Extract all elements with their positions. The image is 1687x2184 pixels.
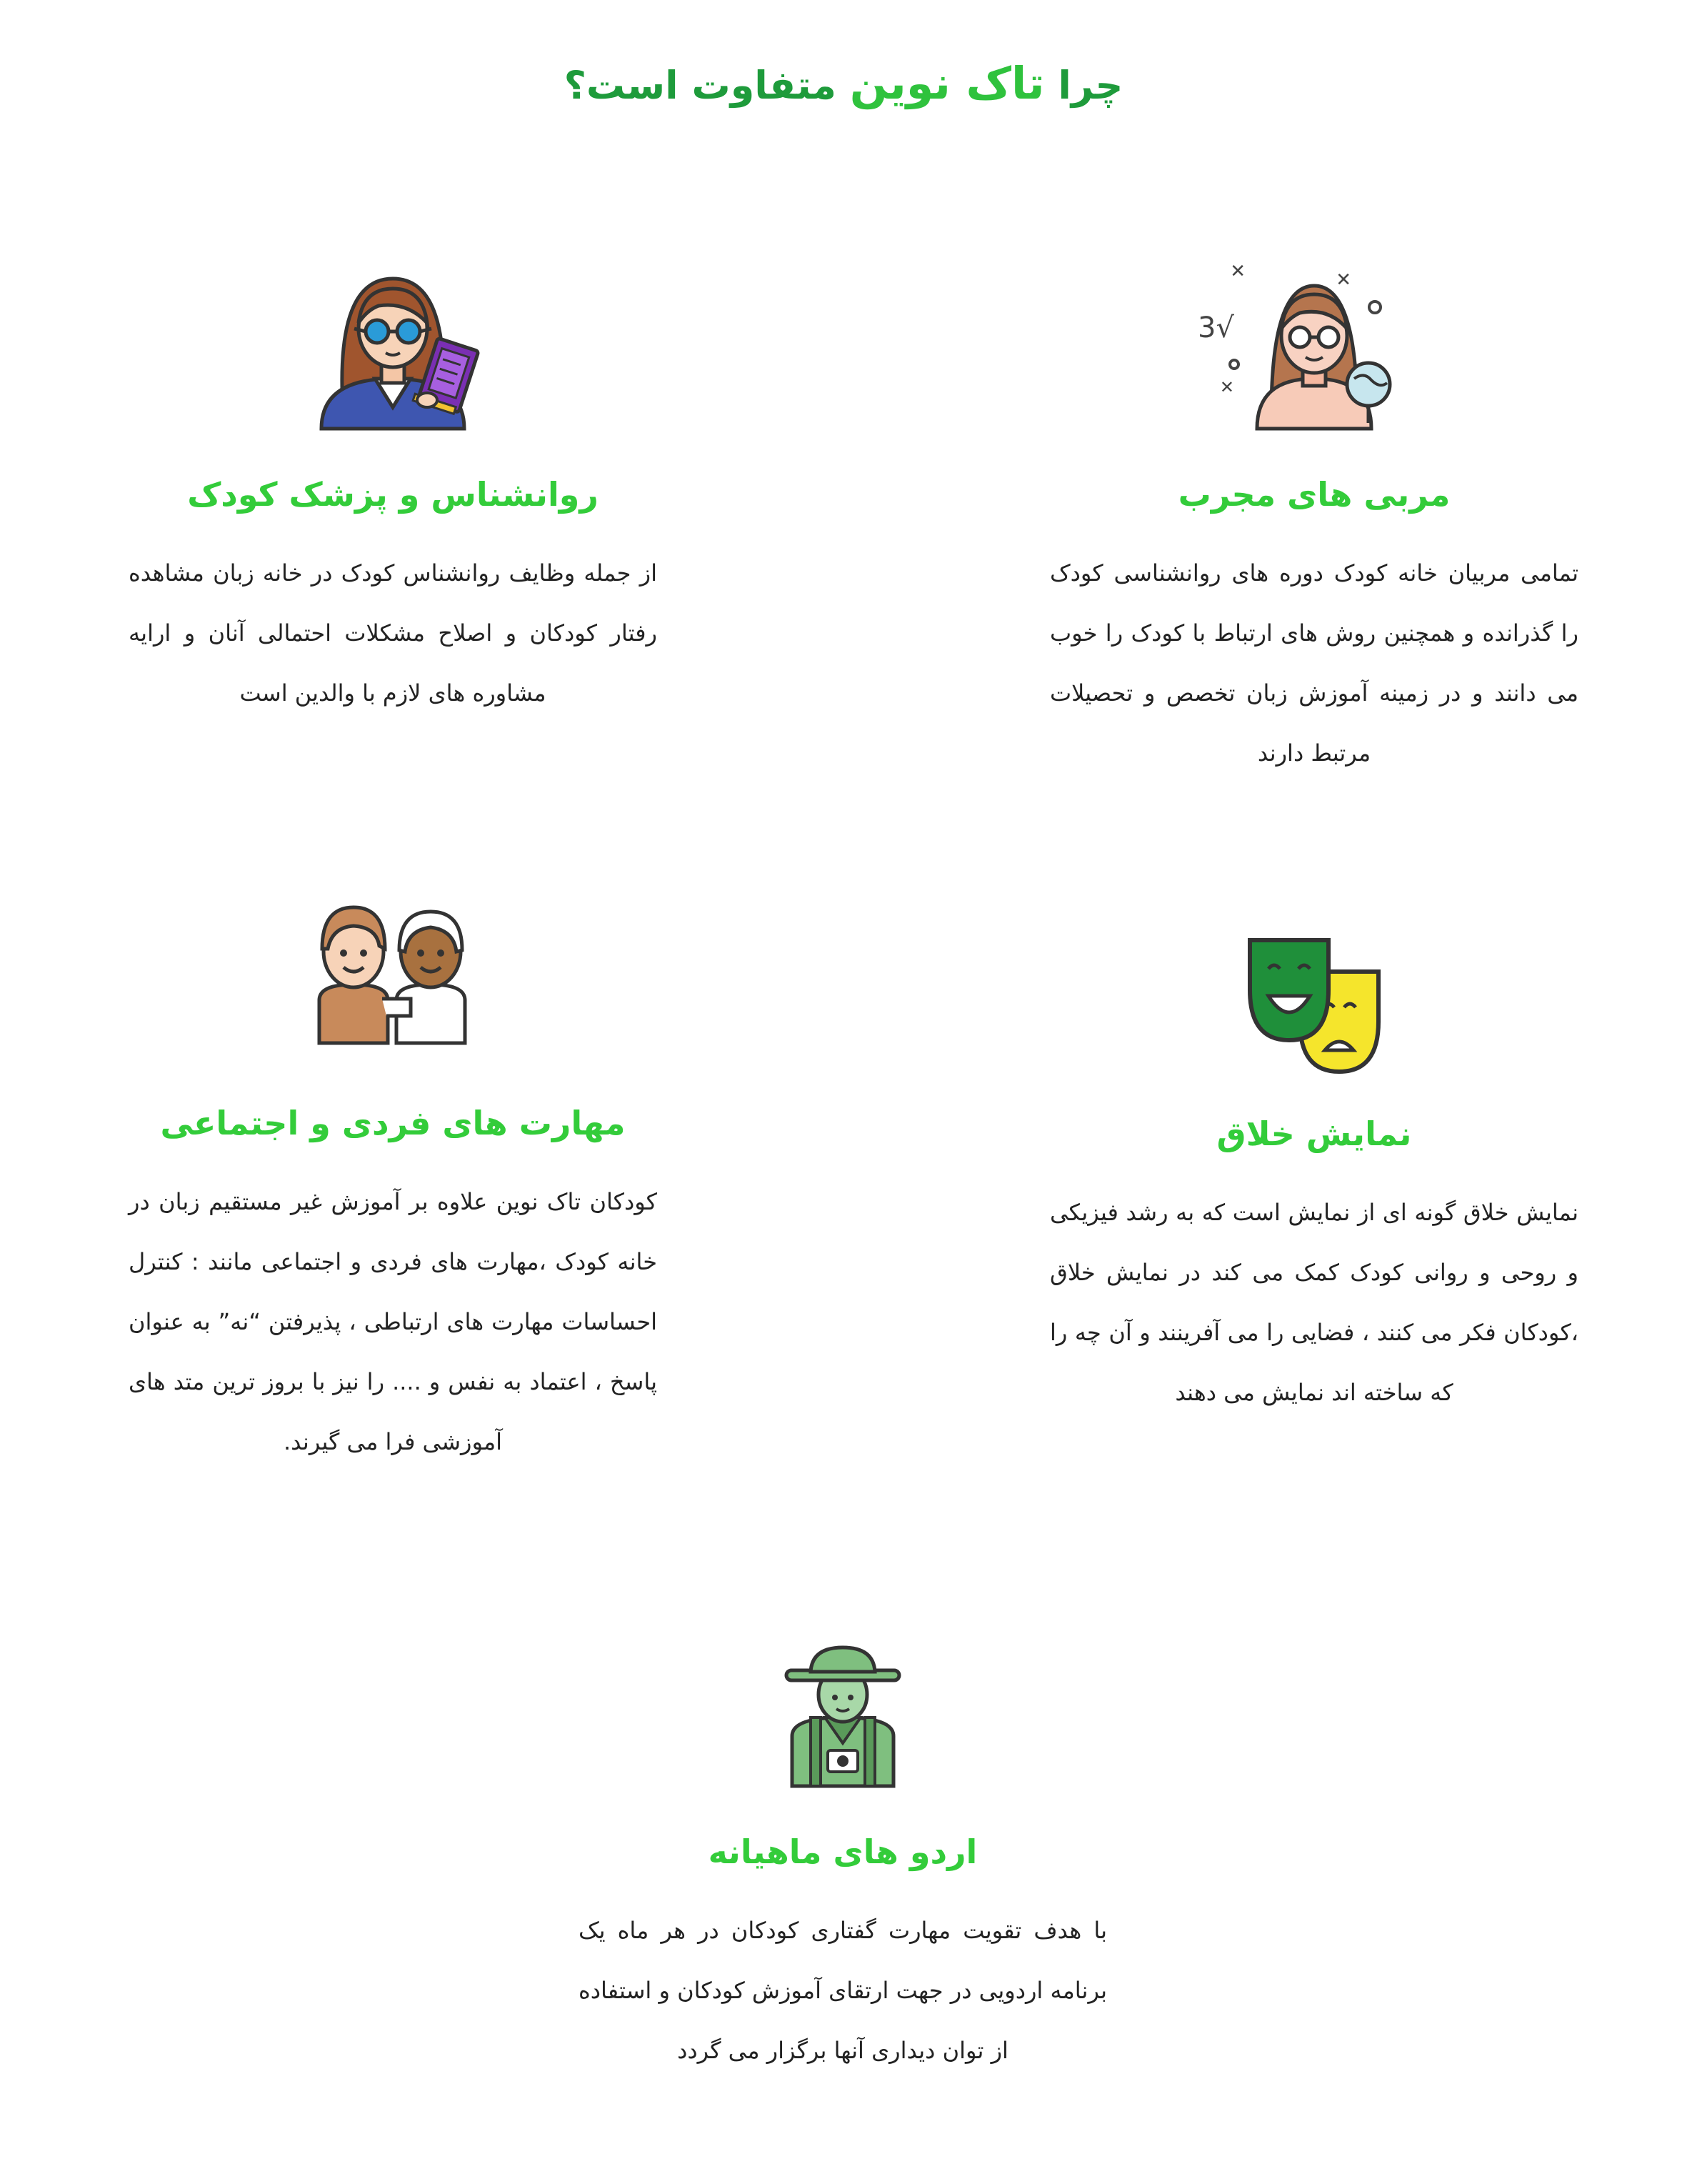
feature-title: اردو های ماهیانه [708,1833,978,1871]
psychologist-icon [307,257,479,429]
theater-masks-icon [1243,936,1386,1079]
feature-card-social-skills [107,893,679,1607]
svg-text:✕: ✕ [1336,269,1351,291]
feature-title: روانشناس و پزشک کودک [187,475,599,514]
svg-text:✕: ✕ [1230,261,1246,282]
feature-description: از جمله وظایف روانشناس کودک در خانه زبان مشاهده رفتار کودکان و اصلاح مشکلات احتمالی آنان و ارایه مشاوره های لازم با والدین است [129,559,657,707]
title-prefix: چرا [1058,63,1123,108]
title-suffix: متفاوت است؟ [564,63,836,108]
feature-title: مربی های مجرب [1178,475,1451,514]
feature-title: نمایش خلاق [1216,1115,1412,1153]
svg-text:✕: ✕ [1219,377,1234,397]
feature-card-psychologist [107,257,679,857]
feature-description: نمایش خلاق گونه ای از نمایش است که به رشد فیزیکی و روحی و روانی کودک کمک می کند در نمایش خلاق ،کودکان فکر می کنند ، فضایی را می آفرینند و آن چه را که ساخته اند نمایش می دهند [1050,1199,1578,1406]
feature-card-creative-drama [1028,936,1600,1543]
friends-icon [311,893,475,1043]
teacher-icon [1198,257,1400,429]
feature-card-experienced-teachers [1028,257,1600,857]
page-title [0,57,1687,109]
feature-card-monthly-camps [557,1643,1128,2184]
title-brand: تاک نوین [849,57,1045,109]
feature-description: کودکان تاک نوین علاوه بر آموزش غیر مستقیم زبان در خانه کودک ،مهارت های فردی و اجتماعی مانند : کنترل احساسات مهارت های ارتباطی ، پذیرفتن “نه” به عنوان پاسخ ، اعتماد به نفس و .... را نیز با بروز ترین متد های آموزشی فرا می گیرند. [129,1188,657,1455]
feature-description: تمامی مربیان خانه کودک دوره های روانشناسی کودک را گذرانده و همچنین روش های ارتباط با کودک را خوب می دانند و در زمینه آموزش زبان تخصص و تحصیلات مرتبط دارند [1050,559,1578,767]
feature-description: با هدف تقویت مهارت گفتاری کودکان در هر ماه یک برنامه اردویی در جهت ارتقای آموزش کودکان و استفاده از توان دیداری آنها برگزار می گردد [579,1917,1107,2064]
explorer-icon [782,1643,903,1786]
svg-text:√3: √3 [1198,311,1234,344]
feature-title: مهارت های فردی و اجتماعی [160,1104,626,1142]
